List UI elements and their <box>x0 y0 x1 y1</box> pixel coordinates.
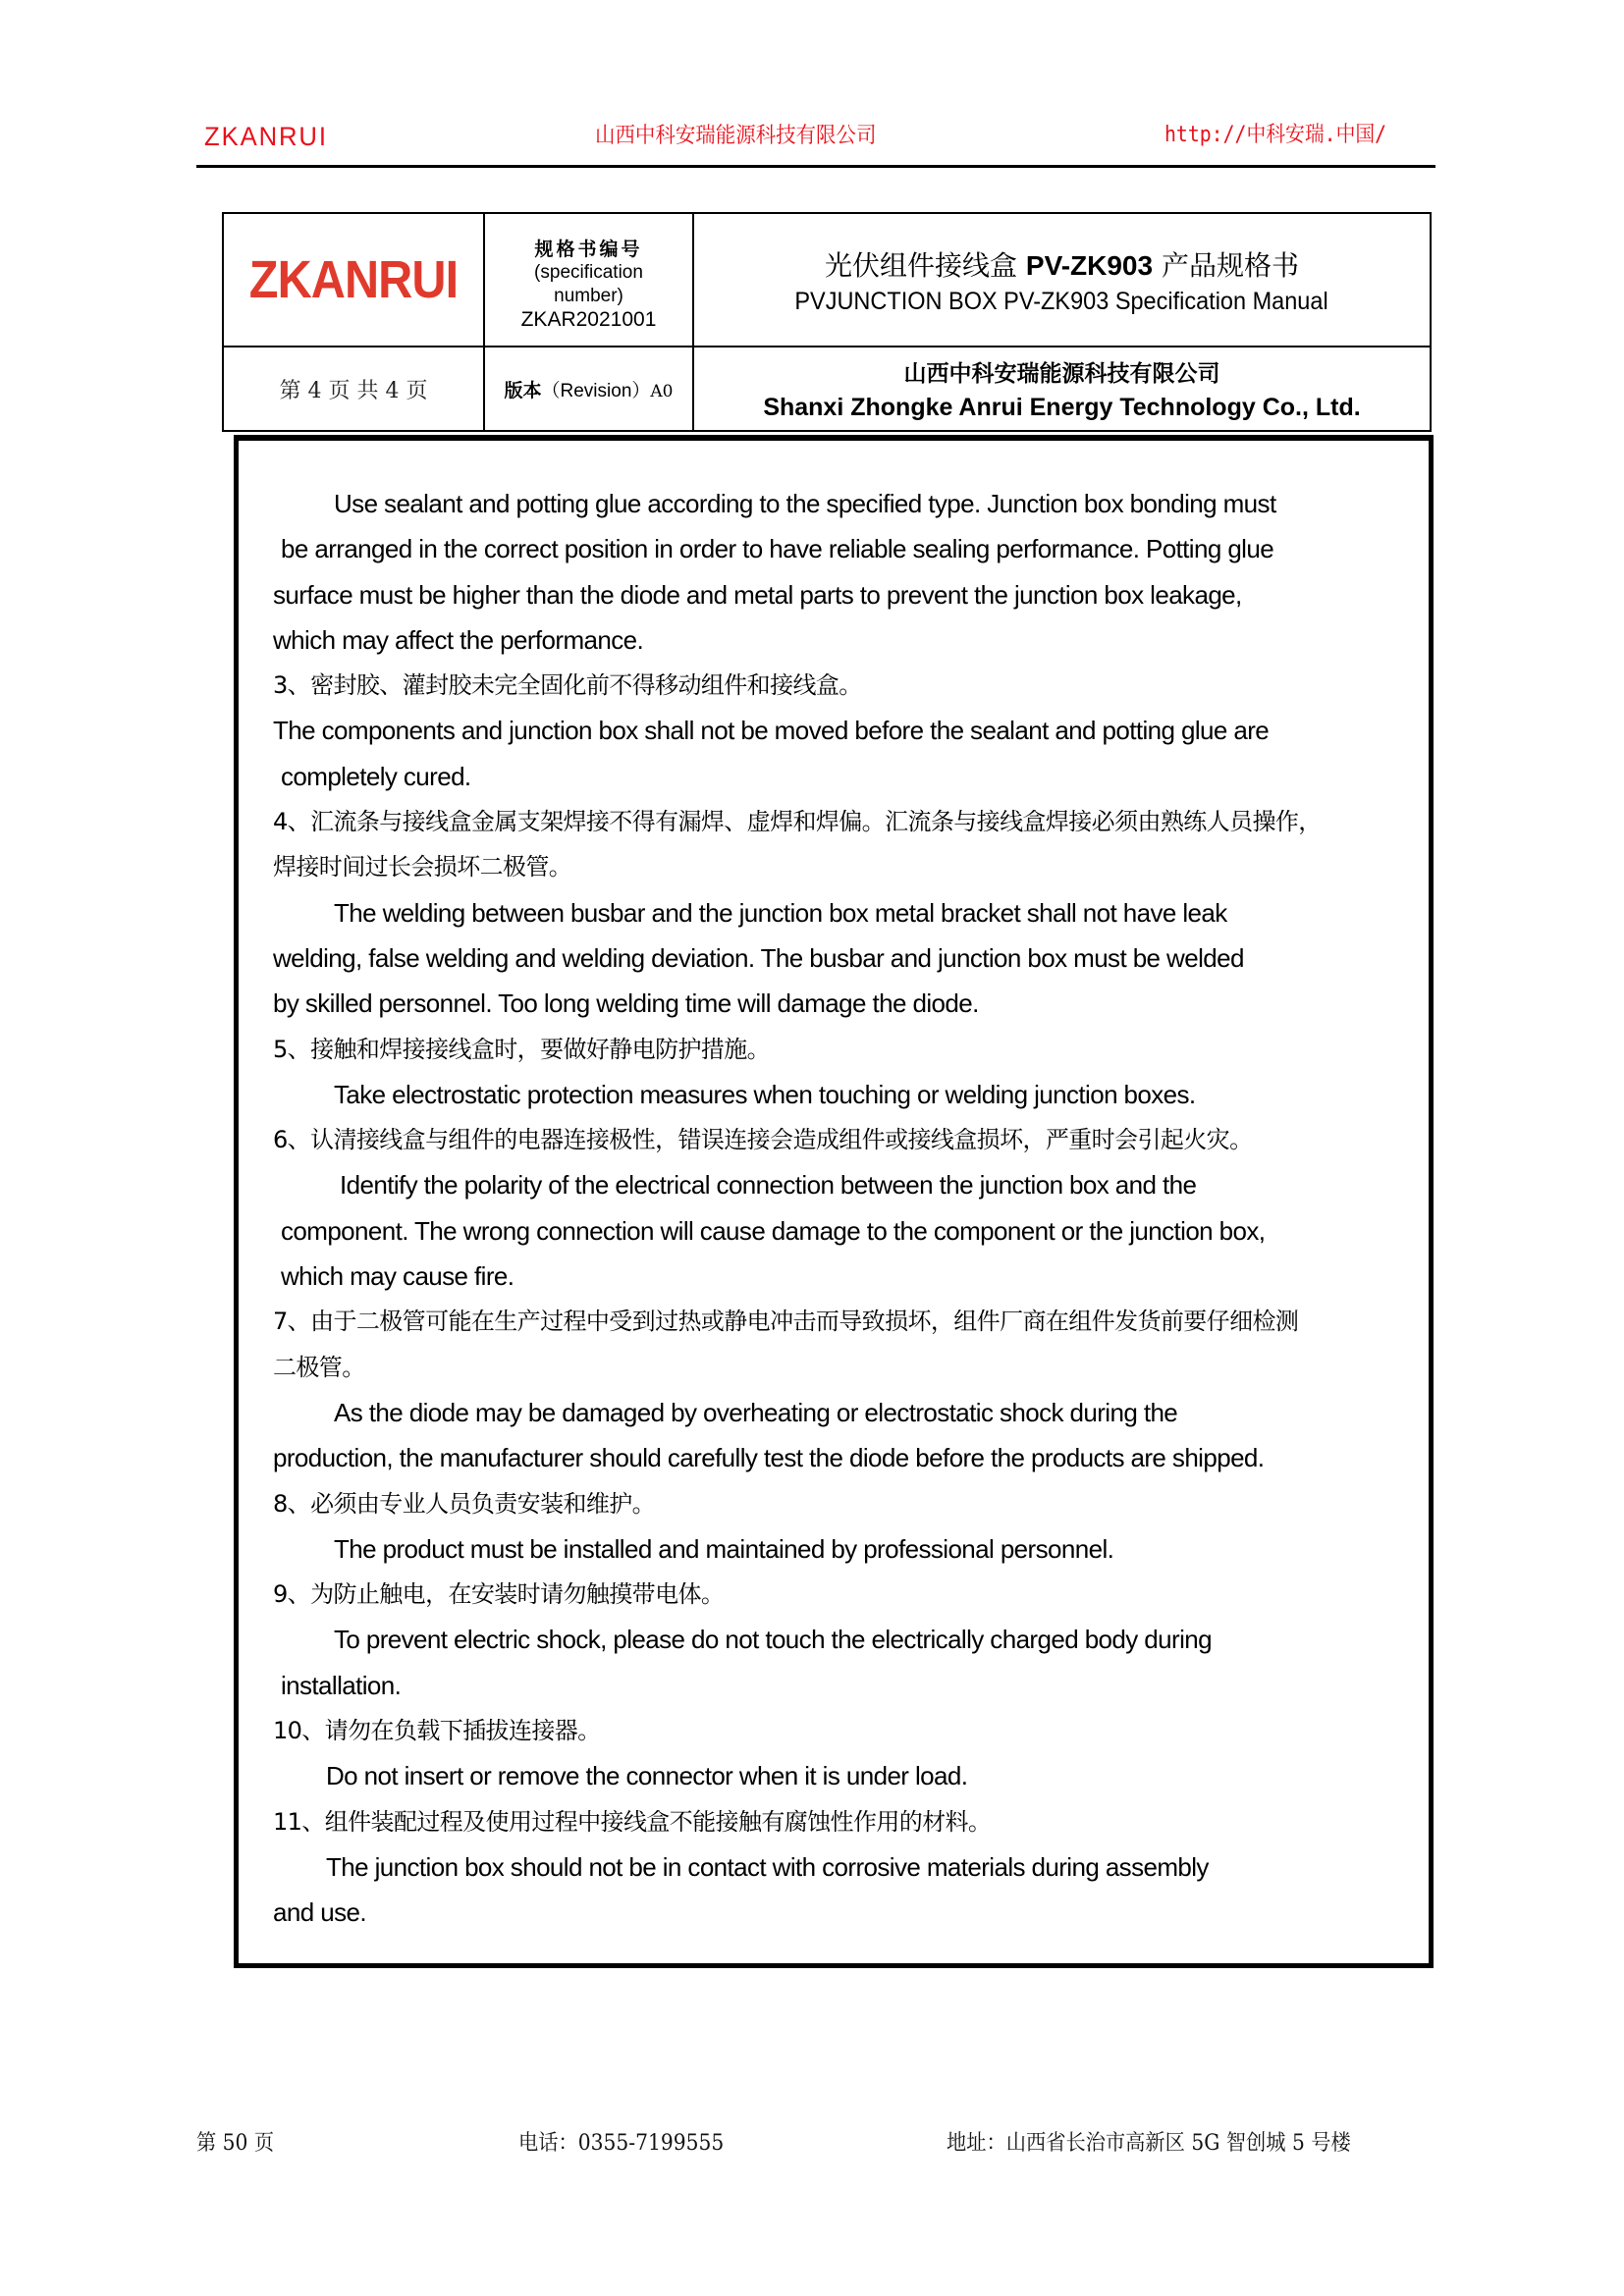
paragraph-line: To prevent electric shock, please do not touch the electrically charged body during <box>334 1625 1212 1655</box>
list-item-heading: 7、由于二极管可能在生产过程中受到过热或静电冲击而导致损坏，组件厂商在组件发货前要仔细检测 <box>273 1308 1299 1336</box>
list-item-heading: 3、密封胶、灌封胶未完全固化前不得移动组件和接线盒。 <box>273 671 862 700</box>
paragraph-line: The junction box should not be in contact with corrosive materials during assembly <box>326 1851 1209 1882</box>
spec-number-label-en: (specification <box>534 261 643 283</box>
document-title-cn <box>825 244 1299 284</box>
header-brand: ZKANRUI <box>204 122 328 151</box>
spec-number-cell <box>485 214 692 346</box>
instructions-content <box>273 481 1422 1936</box>
paragraph-line: Identify the polarity of the electrical connection between the junction box and the <box>340 1170 1197 1201</box>
document-title-en: PVJUNCTION BOX PV-ZK903 Specification Manual <box>794 287 1329 315</box>
paragraph-line: component. The wrong connection will cause damage to the component or the junction box, <box>281 1215 1266 1246</box>
footer-page-number: 第 50 页 <box>196 2131 275 2156</box>
page-info: 第 4 页 共 4 页 <box>279 378 428 403</box>
list-item-heading: 4、汇流条与接线盒金属支架焊接不得有漏焊、虚焊和焊偏。汇流条与接线盒焊接必须由熟练人员操作， <box>273 808 1322 836</box>
revision-cell <box>485 347 692 430</box>
paragraph-line: installation. <box>281 1670 402 1700</box>
title-model: PV-ZK903 <box>1025 249 1154 281</box>
paragraph-line: The components and junction box shall not be moved before the sealant and potting glue are <box>273 716 1270 746</box>
footer-address: 地址：山西省长治市高新区 5G 智创城 5 号楼 <box>947 2131 1351 2156</box>
paragraph-line: The product must be installed and maintained by professional personnel. <box>334 1533 1114 1564</box>
company-name-cn: 山西中科安瑞能源科技有限公司 <box>903 361 1220 387</box>
revision-label-cn: 版本 <box>504 379 542 401</box>
header-company-name: 山西中科安瑞能源科技有限公司 <box>595 124 877 148</box>
spec-number-value: ZKAR2021001 <box>520 307 657 331</box>
spec-number-label-en: number) <box>554 285 623 306</box>
paragraph-line: completely cured. <box>281 761 471 791</box>
paragraph-line: and use. <box>273 1897 366 1928</box>
paragraph-line: which may affect the performance. <box>273 624 644 655</box>
list-item-heading: 焊接时间过长会损坏二极管。 <box>273 853 572 881</box>
logo-cell <box>224 214 483 346</box>
list-item-heading: 10、请勿在负载下插拔连接器。 <box>273 1717 601 1745</box>
header-divider <box>196 165 1435 168</box>
list-item-heading: 8、必须由专业人员负责安装和维护。 <box>273 1489 656 1518</box>
paragraph-line: welding, false welding and welding deviation. The busbar and junction box must be welded <box>273 942 1244 973</box>
title-cn-prefix: 光伏组件接线盒 <box>824 248 1017 282</box>
list-item-heading: 11、组件装配过程及使用过程中接线盒不能接触有腐蚀性作用的材料。 <box>273 1807 992 1836</box>
paragraph-line: be arranged in the correct position in order to have reliable sealing performance. Potting glue <box>281 534 1274 564</box>
title-cn-suffix: 产品规格书 <box>1161 248 1299 282</box>
revision-info <box>505 376 674 402</box>
page-info-cell <box>224 347 483 430</box>
footer-phone: 电话：0355-7199555 <box>518 2131 725 2156</box>
paragraph-line: which may cause fire. <box>281 1261 514 1292</box>
paragraph-line: by skilled personnel. Too long welding time will damage the diode. <box>273 988 979 1019</box>
paragraph-line: production, the manufacturer should carefully test the diode before the products are shipped. <box>273 1443 1265 1473</box>
paragraph-line: Use sealant and potting glue according to the specified type. Junction box bonding must <box>334 489 1276 518</box>
list-item-heading: 5、接触和焊接接线盒时，要做好静电防护措施。 <box>273 1035 771 1063</box>
revision-value: A0 <box>650 381 674 401</box>
paragraph-line: The welding between busbar and the junction box metal bracket shall not have leak <box>334 897 1227 928</box>
company-name-en: Shanxi Zhongke Anrui Energy Technology Co., Ltd. <box>763 394 1361 421</box>
revision-label-en: （Revision） <box>541 380 651 401</box>
title-cell <box>694 214 1430 346</box>
company-cell <box>694 347 1430 430</box>
paragraph-line: surface must be higher than the diode and metal parts to prevent the junction box leakage, <box>273 579 1242 610</box>
list-item-heading: 6、认清接线盒与组件的电器连接极性，错误连接会造成组件或接线盒损坏，严重时会引起火灾。 <box>273 1126 1253 1154</box>
paragraph-line: Take electrostatic protection measures when touching or welding junction boxes. <box>334 1079 1196 1109</box>
paragraph-line: As the diode may be damaged by overheating or electrostatic shock during the <box>334 1397 1178 1427</box>
list-item-heading: 二极管。 <box>273 1353 365 1381</box>
header-url-link[interactable]: http://中科安瑞.中国/ <box>1164 123 1387 147</box>
list-item-heading: 9、为防止触电，在安装时请勿触摸带电体。 <box>273 1580 725 1609</box>
spec-header-table <box>222 212 1432 432</box>
spec-number-label-cn: 规格书编号 <box>534 238 643 260</box>
paragraph-line: Do not insert or remove the connector when it is under load. <box>326 1761 968 1791</box>
company-logo: ZKANRUI <box>248 250 459 309</box>
